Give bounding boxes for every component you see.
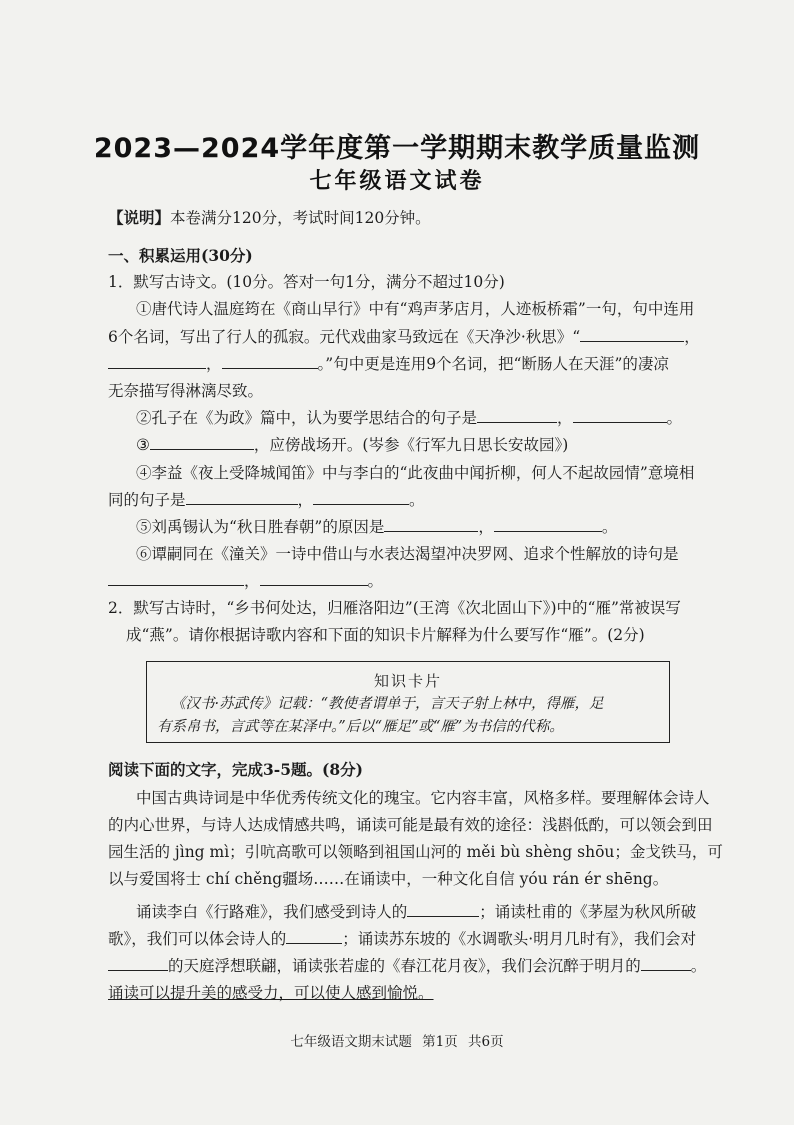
reading-p1-line3: 园生活的 jìng mì；引吭高歌可以领略到祖国山河的 měi bù shèng shōu；金戈铁马，可 (108, 843, 723, 861)
answer-blank[interactable] (641, 956, 691, 971)
q2-line2: 成“燕”。请你根据诗歌内容和下面的知识卡片解释为什么要写作“雁”。(2分) (126, 626, 645, 644)
reading-p1-line2: 的内心世界，与诗人达成情感共鸣，诵读可能是最有效的途径：浅斟低酌，可以领会到田 (108, 816, 713, 834)
q1-item4-line2: 同的句子是 ， 。 (108, 491, 425, 509)
q2-line1: 2．默写古诗时，“乡书何处达，归雁洛阳边”(王湾《次北固山下》)中的“雁”常被误写 (108, 599, 681, 617)
reading-heading: 阅读下面的文字，完成3-5题。(8分) (108, 760, 363, 779)
knowledge-card (146, 661, 670, 743)
section-heading: 一、积累运用(30分) (108, 246, 253, 265)
exam-subtitle: 七年级语文试卷 (309, 169, 485, 194)
q1-item2: ②孔子在《为政》篇中，认为要学思结合的句子是 ， 。 (136, 409, 683, 427)
answer-blank[interactable] (260, 571, 368, 586)
q1-item1-line4: 无奈描写得淋漓尽致。 (108, 382, 264, 400)
q1-item5: ⑤刘禹锡认为“秋日胜春朝”的原因是 ， 。 (136, 518, 618, 536)
answer-blank[interactable] (108, 956, 168, 971)
exam-note (108, 208, 688, 228)
q1-item6-line1: ⑥谭嗣同在《潼关》一诗中借山与水表达渴望冲决罗网、追求个性解放的诗句是 (136, 545, 679, 563)
answer-blank[interactable] (222, 354, 318, 369)
answer-blank[interactable] (313, 490, 409, 505)
reading-p2-line2: 歌》，我们可以体会诗人的 ；诵读苏东坡的《水调歌头·明月几时有》，我们会对 (108, 930, 696, 948)
q1-item1-line1: ①唐代诗人温庭筠在《商山早行》中有“鸡声茅店月，人迹板桥霜”一句，句中连用 (136, 300, 695, 318)
note-text: 本卷满分120分，考试时间120分钟。 (170, 209, 431, 227)
knowledge-card-line: 《汉书·苏武传》记载：“教使者谓单于，言天子射上林中，得雁，足 (171, 696, 604, 712)
knowledge-card-line: 有系帛书，言武等在某泽中。”后以“雁足”或“雁”为书信的代称。 (157, 719, 564, 735)
q1-item6-line2: ， 。 (108, 571, 688, 591)
answer-blank[interactable] (384, 517, 478, 532)
answer-blank[interactable] (286, 929, 342, 944)
q1-item1-line2: 6个名词，写出了行人的孤寂。元代戏曲家马致远在《天净沙·秋思》“ ， (108, 328, 700, 346)
q1-item3: ③ ，应傍战场开。(岑参《行军九日思长安故园》) (136, 436, 569, 454)
answer-blank[interactable] (108, 354, 206, 369)
answer-blank[interactable] (108, 571, 244, 586)
page-footer: 七年级语文期末试题 第1页 共6页 (290, 1034, 504, 1050)
answer-blank[interactable] (407, 902, 479, 917)
reading-p2-line3: 的天庭浮想联翩，诵读张若虚的《春江花月夜》，我们会沉醉于明月的 。 (108, 956, 688, 976)
knowledge-card-title: 知识卡片 (373, 672, 442, 690)
answer-blank[interactable] (573, 408, 667, 423)
answer-blank[interactable] (494, 517, 602, 532)
q1-item1-line3: ， 。”句中更是连用9个名词，把“断肠人在天涯”的凄凉 (108, 354, 688, 374)
exam-title: 2023—2024学年度第一学期期末教学质量监测 (93, 133, 701, 164)
answer-blank[interactable] (477, 408, 557, 423)
q1-item4-line1: ④李益《夜上受降城闻笛》中与李白的“此夜曲中闻折柳，何人不起故园情”意境相 (136, 464, 695, 482)
reading-p2-underlined-sentence: 诵读可以提升美的感受力，可以使人感到愉悦。 (108, 984, 434, 1002)
reading-p1-line4: 以与爱国将士 chí chěng疆场……在诵读中，一种文化自信 yóu rán ér shēng。 (108, 870, 669, 888)
reading-p2-line1: 诵读李白《行路难》，我们感受到诗人的 ；诵读杜甫的《茅屋为秋风所破 (136, 903, 697, 921)
note-label: 【说明】 (108, 208, 171, 227)
reading-p1-line1: 中国古典诗词是中华优秀传统文化的瑰宝。它内容丰富，风格多样。要理解体会诗人 (136, 789, 710, 807)
answer-blank[interactable] (580, 327, 684, 342)
answer-blank[interactable] (186, 490, 298, 505)
answer-blank[interactable] (150, 435, 254, 450)
q1-stem: 1．默写古诗文。(10分。答对一句1分，满分不超过10分) (108, 273, 505, 291)
